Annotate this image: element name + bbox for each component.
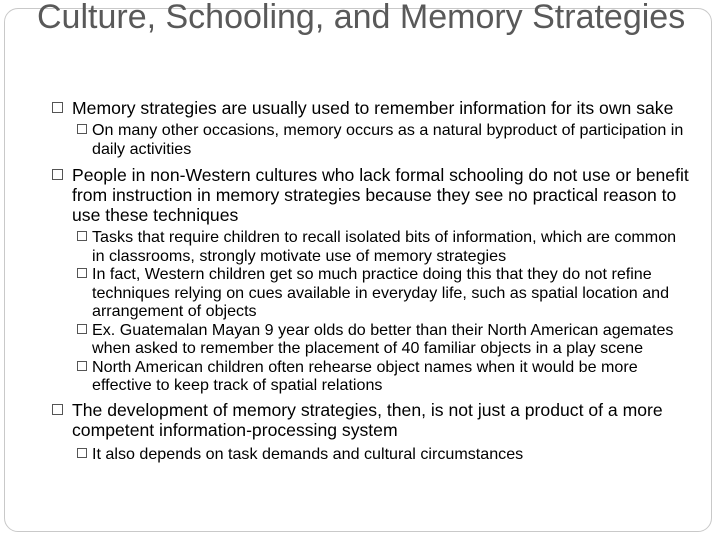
slide-title: Culture, Schooling, and Memory Strategies xyxy=(37,0,686,36)
sub-bullet-item xyxy=(0,265,720,321)
bullet-item xyxy=(0,400,720,440)
square-bullet-icon xyxy=(77,448,87,458)
sub-bullet-text: Ex. Guatemalan Mayan 9 year olds do better than their North American agemates when asked to remember the placement of 40 familiar objects in a play scene xyxy=(92,320,674,357)
square-bullet-icon xyxy=(52,169,63,180)
square-bullet-icon xyxy=(77,268,87,278)
bullet-text: People in non-Western cultures who lack formal schooling do not use or benefit from instruction in memory strategies because they see no practical reason to use these techniques xyxy=(72,165,689,225)
slide-content xyxy=(0,98,720,463)
sub-bullet-item xyxy=(0,121,720,158)
square-bullet-icon xyxy=(77,324,87,334)
square-bullet-icon xyxy=(77,231,87,241)
bullet-text: Memory strategies are usually used to remember information for its own sake xyxy=(72,98,674,118)
square-bullet-icon xyxy=(77,124,87,134)
square-bullet-icon xyxy=(77,361,87,371)
square-bullet-icon xyxy=(52,102,63,113)
sub-bullet-text: Tasks that require children to recall isolated bits of information, which are common in classrooms, strongly motivate use of memory strategies xyxy=(92,228,677,265)
sub-bullet-text: North American children often rehearse object names when it would be more effective to keep track of spatial relations xyxy=(92,357,638,394)
sub-bullet-item xyxy=(0,321,720,358)
sub-bullet-text: On many other occasions, memory occurs as a natural byproduct of participation in daily activities xyxy=(92,121,684,158)
bullet-text: The development of memory strategies, then, is not just a product of a more competent information-processing system xyxy=(72,399,663,440)
sub-bullet-item xyxy=(0,445,720,464)
square-bullet-icon xyxy=(52,404,63,415)
sub-bullet-item xyxy=(0,228,720,265)
sub-bullet-text: It also depends on task demands and cultural circumstances xyxy=(92,444,524,463)
bullet-item xyxy=(0,98,720,118)
bullet-item xyxy=(0,165,720,225)
sub-bullet-text: In fact, Western children get so much practice doing this that they do not refine techniques relying on cues available in everyday life, such as spatial location and arrangement of objects xyxy=(92,265,670,320)
sub-bullet-item xyxy=(0,358,720,395)
